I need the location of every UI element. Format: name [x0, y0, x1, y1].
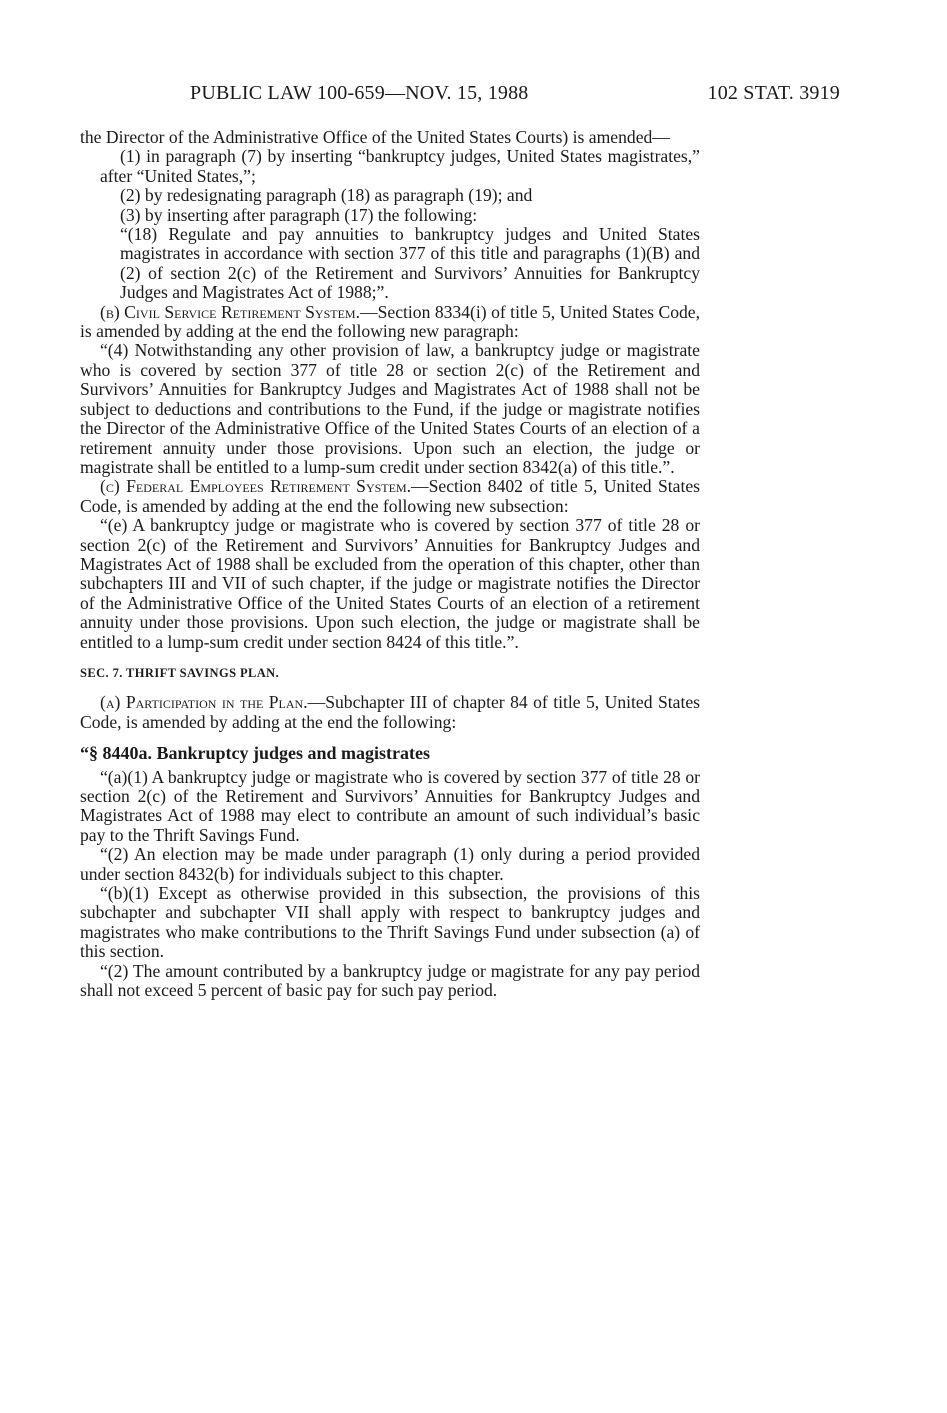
paragraph: “(18) Regulate and pay annuities to bankruptcy judges and United States magistrates in accordance with section 377 of this title and paragraphs (1)(B) and (2) of section 2(c) of the Retirement and Survivors’ Annuities for Bankruptcy Judges and Magistrates Act of 1988;”.: [120, 224, 700, 303]
subsection-a: [80, 693, 700, 732]
subsection-heading: (b) Civil Service Retirement System.: [100, 301, 360, 322]
paragraph: “(a)(1) A bankruptcy judge or magistrate who is covered by section 377 of title 28 or section 2(c) of the Retirement and Survivors’ Annuities for Bankruptcy Judges and Magistrates Act of 1988 may elect to contribute an amount of such individual’s basic pay to the Thrift Savings Fund.: [80, 766, 700, 845]
page-header: [80, 82, 840, 112]
paragraph: “(2) The amount contributed by a bankruptcy judge or magistrate for any pay period shall not exceed 5 percent of basic pay for such pay period.: [80, 960, 700, 1001]
subsection-text: —Section 8402 of title 5, United States Code, is amended by adding at the end the following new subsection:: [80, 476, 700, 516]
subsection-heading: (a) Participation in the Plan.: [100, 692, 308, 713]
section-heading: SEC. 7. THRIFT SAVINGS PLAN.: [80, 665, 280, 680]
paragraph: (1) in paragraph (7) by inserting “bankruptcy judges, United States magistrates,” after “United States,”;: [100, 146, 700, 186]
subsection-text: —Section 8334(i) of title 5, United States Code, is amended by adding at the end the following new paragraph:: [80, 301, 700, 342]
section-title: “§ 8440a. Bankruptcy judges and magistrates: [80, 743, 431, 764]
paragraph: “(4) Notwithstanding any other provision of law, a bankruptcy judge or magistrate who is covered by section 377 of title 28 or section 2(c) of the Retirement and Survivors’ Annuities for Bankruptcy Judges and Magistrates Act of 1988 shall not be subject to deductions and contributions to the Fund, if the judge or magistrate notifies the Director of the Administrative Office of the United States Courts of an election of a retirement annuity under those provisions. Upon such an election, the judge or magistrate shall be entitled to a lump-sum credit under section 8342(a) of this title.”.: [80, 340, 700, 477]
subsection-heading: (c) Federal Employees Retirement System.: [100, 476, 412, 497]
law-citation: PUBLIC LAW 100-659—NOV. 15, 1988: [190, 82, 529, 104]
paragraph: “(e) A bankruptcy judge or magistrate who is covered by section 377 of title 28 or section 2(c) of the Retirement and Survivors’ Annuities for Bankruptcy Judges and Magistrates Act of 1988 shall be excluded from the operation of this chapter, other than subchapters III and VII of such chapter, if the judge or magistrate notifies the Director of the Administrative Office of the United States Courts of an election of a retirement annuity under those provisions. Upon such election, the judge or magistrate shall be entitled to a lump-sum credit under section 8424 of this title.”.: [80, 515, 700, 652]
paragraph: (2) by redesignating paragraph (18) as paragraph (19); and: [120, 185, 533, 206]
subsection-b: [80, 303, 700, 342]
paragraph: “(2) An election may be made under paragraph (1) only during a period provided under section 8432(b) for individuals subject to this chapter.: [80, 844, 700, 884]
page-body: [80, 128, 700, 1000]
subsection-c: [80, 477, 700, 516]
paragraph: (3) by inserting after paragraph (17) the following:: [120, 204, 478, 225]
subsection-text: —Subchapter III of chapter 84 of title 5, United States Code, is amended by adding at the end the following:: [80, 692, 700, 732]
paragraph: “(b)(1) Except as otherwise provided in this subsection, the provisions of this subchapter and subchapter VII shall apply with respect to bankruptcy judges and magistrates who make contributions to the Thrift Savings Fund under subsection (a) of this section.: [80, 883, 700, 962]
paragraph: the Director of the Administrative Office of the United States Courts) is amended—: [80, 127, 670, 147]
stat-page-number: 102 STAT. 3919: [707, 82, 840, 104]
